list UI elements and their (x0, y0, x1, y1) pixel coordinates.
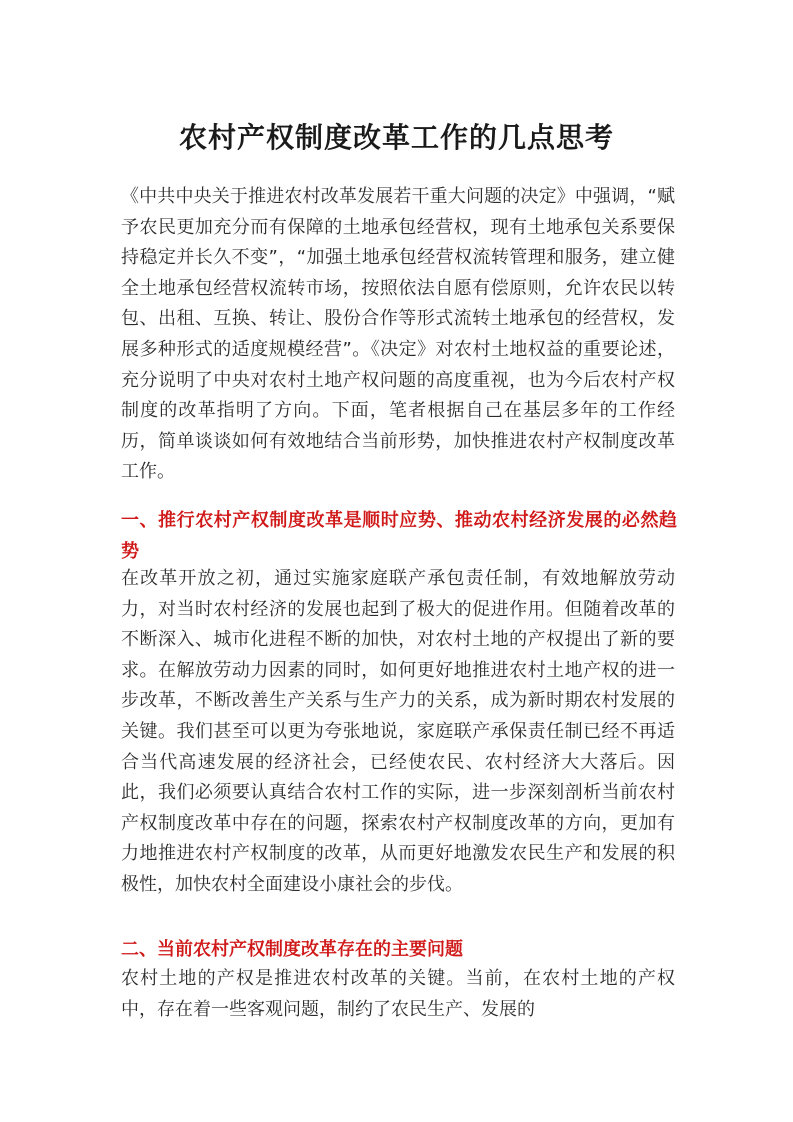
section-heading-2: 二、当前农村产权制度改革存在的主要问题 (121, 939, 463, 960)
paragraph-section-1: 在改革开放之初，通过实施家庭联产承包责任制，有效地解放劳动力，对当时农村经济的发展也起到了极大的促进作用。但随着改革的不断深入、城市化进程不断的加快，对农村土地的产权提出了新的要求。在解放劳动力因素的同时，如何更好地推进农村土地产权的进一步改革，不断改善生产关系与生产力的关系，成为新时期农村发展的关键。我们甚至可以更为夸张地说，家庭联产承保责任制已经不再适合当代高速发展的经济社会，已经使农民、农村经济大大落后。因此，我们必须要认真结合农村工作的实际，进一步深刻剖析当前农村产权制度改革中存在的问题，探索农村产权制度改革的方向，更加有力地推进农村产权制度的改革，从而更好地激发农民生产和发展的积极性，加快农村全面建设小康社会的步伐。 (121, 568, 675, 895)
section-heading-1: 一、推行农村产权制度改革是顺时应势、推动农村经济发展的必然趋势 (121, 510, 677, 562)
document-title: 农村产权制度改革工作的几点思考 (178, 121, 614, 154)
paragraph-intro: 《中共中央关于推进农村改革发展若干重大问题的决定》中强调，“赋予农民更加充分而有保障的土地承包经营权，现有土地承包关系要保持稳定并长久不变”，“加强土地承包经营权流转管理和服务，建立健全土地承包经营权流转市场，按照依法自愿有偿原则，允许农民以转包、出租、互换、转让、股份合作等形式流转土地承包的经营权，发展多种形式的适度规模经营”。《决定》对农村土地权益的重要论述，充分说明了中央对农村土地产权问题的高度重视，也为今后农村产权制度的改革指明了方向。下面，笔者根据自己在基层多年的工作经历，简单谈谈如何有效地结合当前形势，加快推进农村产权制度改革工作。 (121, 186, 675, 483)
paragraph-section-2: 农村土地的产权是推进农村改革的关键。当前，在农村土地的产权中，存在着一些客观问题，制约了农民生产、发展的 (121, 968, 675, 1020)
